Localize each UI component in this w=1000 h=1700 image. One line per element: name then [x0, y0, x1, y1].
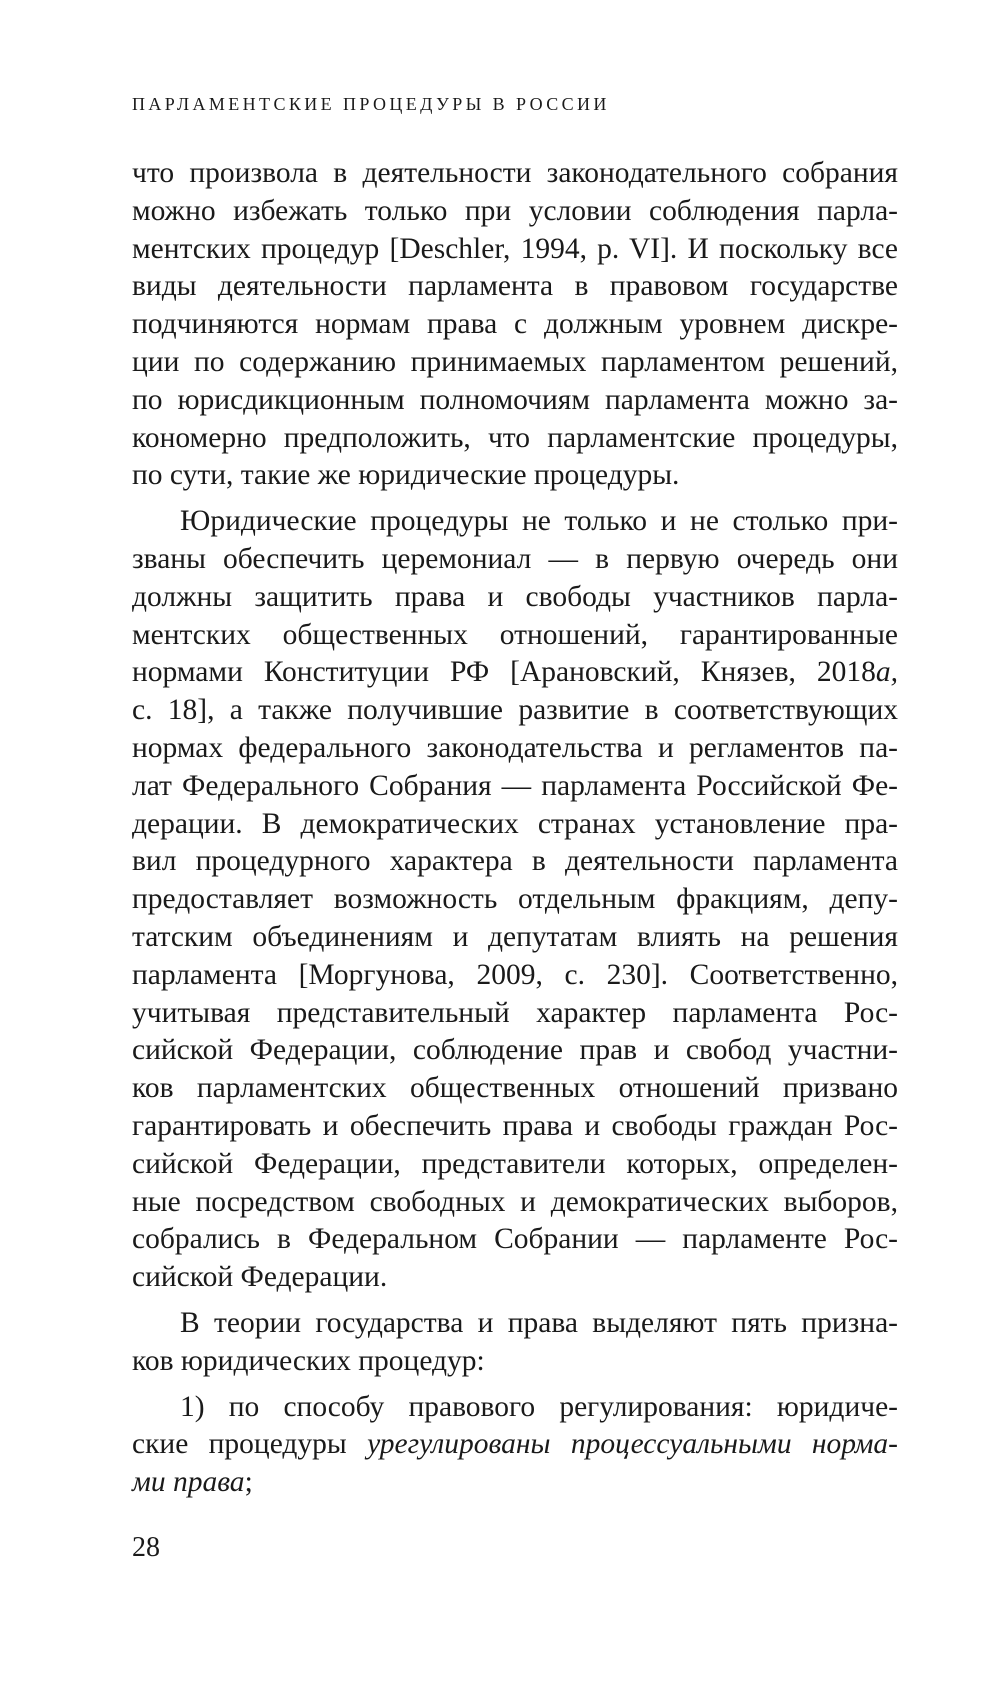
text-line: вил процедурного характера в деятельности парламента — [132, 845, 898, 878]
italic-segment: a, — [875, 656, 898, 689]
text-segment: нормами Конституции РФ [Арановский, Князев, 2018 — [132, 656, 876, 689]
text-line: ков парламентских общественных отношений призвано — [132, 1072, 898, 1105]
text-line: предоставляет возможность отдельным фракциям, депу- — [132, 883, 898, 916]
text-line: ментских общественных отношений, гарантированные — [132, 618, 898, 651]
text-line: Юридические процедуры не только и не столько при- — [180, 505, 898, 538]
text-line: ков юридических процедур: — [132, 1344, 485, 1377]
text-line: ментских процедур [Deschler, 1994, p. VI]. И поскольку все — [132, 232, 898, 265]
text-line-with-italic — [132, 1426, 898, 1464]
text-line: дерации. В демократических странах установление пра- — [132, 807, 898, 840]
text-line: В теории государства и права выделяют пять призна- — [180, 1306, 898, 1339]
text-line: ные посредством свободных и демократических выборов, — [132, 1185, 898, 1218]
text-segment: ские процедуры — [132, 1428, 368, 1461]
text-line: кономерно предположить, что парламентские процедуры, — [132, 421, 898, 454]
text-line-with-italic — [132, 654, 898, 692]
text-line: что произвола в деятельности законодательного собрания — [132, 157, 898, 189]
running-head: ПАРЛАМЕНТСКИЕ ПРОЦЕДУРЫ В РОССИИ — [132, 94, 610, 114]
text-line: сийской Федерации, представители которых, определен- — [132, 1147, 898, 1180]
text-line: сийской Федерации, соблюдение прав и свобод участни- — [132, 1034, 898, 1067]
text-line: лат Федерального Собрания — парламента Российской Фе- — [132, 769, 898, 802]
text-line: татским объединениям и депутатам влиять на решения — [132, 920, 898, 953]
text-line: учитывая представительный характер парламента Рос- — [132, 996, 898, 1029]
italic-segment: урегулированы процессуальными норма- — [367, 1428, 898, 1461]
text-segment: ; — [244, 1466, 253, 1499]
text-line: подчиняются нормам права с должным уровнем дискре- — [132, 308, 898, 341]
text-line: собрались в Федеральном Собрании — парламенте Рос- — [132, 1223, 898, 1256]
text-line: можно избежать только при условии соблюдения парла- — [132, 194, 898, 227]
text-line: по юрисдикционным полномочиям парламента можно за- — [132, 383, 898, 416]
body-text — [132, 155, 898, 1502]
text-line: гарантировать и обеспечить права и свободы граждан Рос- — [132, 1109, 898, 1142]
text-line: нормах федерального законодательства и регламентов па- — [132, 731, 898, 764]
text-line: виды деятельности парламента в правовом государстве — [132, 270, 898, 303]
list-item-line: 1) по способу правового регулирования: юридиче- — [180, 1390, 898, 1423]
italic-segment: ми права — [132, 1466, 245, 1499]
text-line-with-italic — [132, 1464, 898, 1502]
text-line: по сути, такие же юридические процедуры. — [132, 459, 680, 492]
text-line: парламента [Моргунова, 2009, с. 230]. Соответственно, — [132, 958, 898, 991]
text-line: должны защитить права и свободы участников парла- — [132, 580, 898, 613]
text-line: званы обеспечить церемониал — в первую очередь они — [132, 542, 898, 575]
text-line: ции по содержанию принимаемых парламентом решений, — [132, 345, 898, 378]
page-number: 28 — [132, 1532, 160, 1563]
text-line: с. 18], а также получившие развитие в соответствующих — [132, 694, 898, 727]
text-line: сийской Федерации. — [132, 1261, 388, 1294]
